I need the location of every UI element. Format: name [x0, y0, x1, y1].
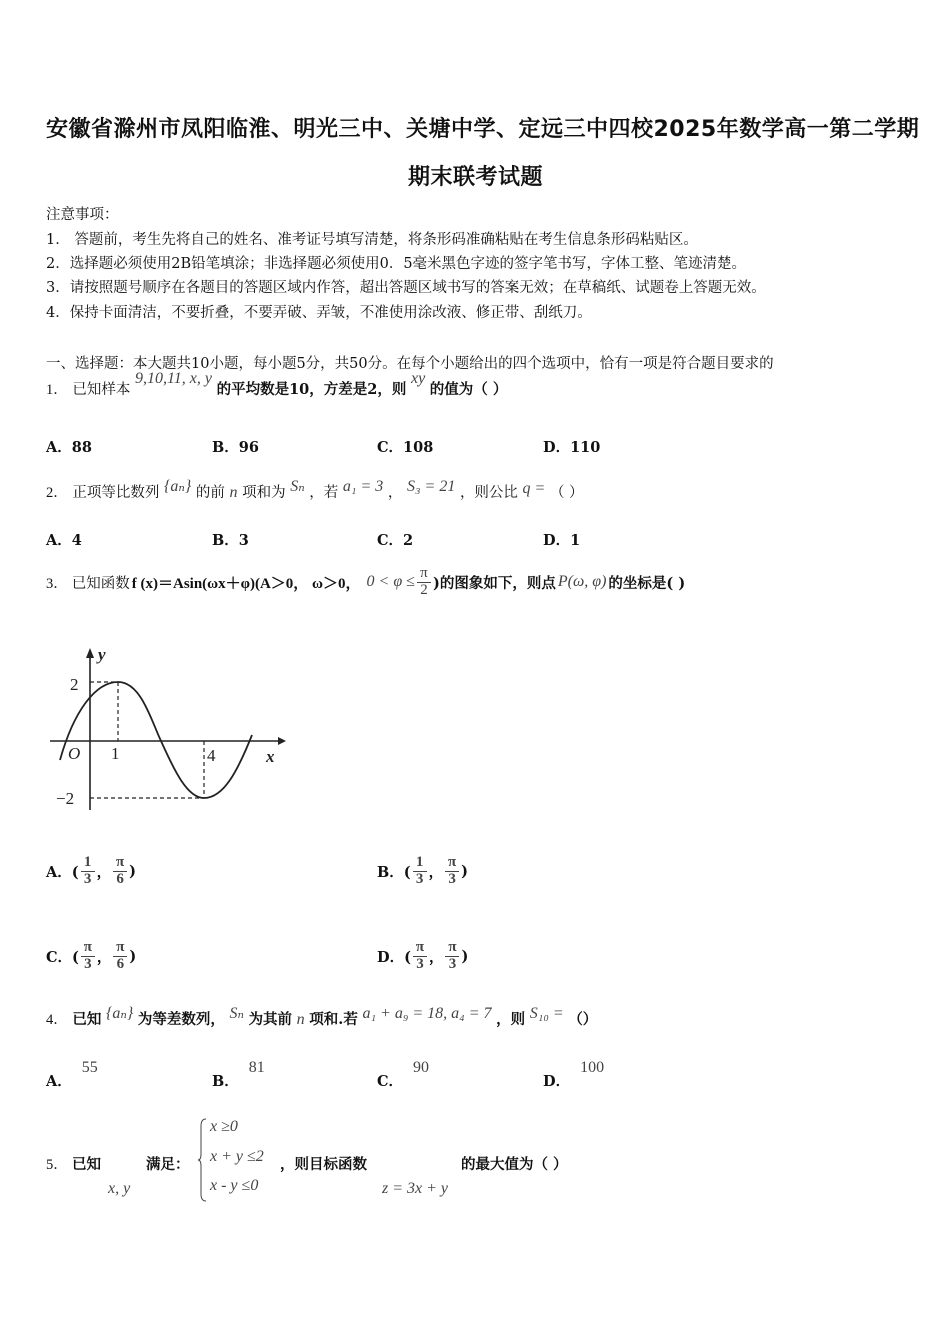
q3-option-b-comma: ，	[428, 863, 444, 881]
q4-option-b-value: 81	[248, 1059, 265, 1076]
question-4	[46, 1005, 598, 1029]
q3-option-a-frac1: $\frac{1}{3}$	[81, 855, 95, 888]
origin-label: O	[68, 744, 81, 763]
q3-option-c-label: C．(	[46, 948, 79, 966]
q3-option-a-end: )	[129, 862, 136, 880]
q3-option-b-frac2: $\frac{\pi}{3}$	[445, 855, 459, 888]
q1-text-1: 已知样本	[72, 382, 131, 398]
q4-sn: Sₙ	[229, 1005, 244, 1022]
q3-option-c-end: )	[129, 947, 137, 965]
q2-option-b[interactable]: B．3	[212, 532, 249, 549]
question-1	[46, 370, 508, 399]
q3-text-3: 的坐标是( )	[608, 574, 686, 592]
x-axis-arrow	[278, 737, 286, 745]
q4-option-b-label: B．	[212, 1073, 239, 1090]
q2-s3: S₃ = 21	[406, 478, 456, 495]
q1-option-b[interactable]: B．96	[212, 439, 259, 456]
q5-constraint-2: x + y ≤2	[210, 1148, 264, 1165]
q4-option-c[interactable]	[377, 1056, 430, 1090]
q3-option-d-label: D．(	[377, 948, 411, 966]
q1-option-c[interactable]: C．108	[377, 439, 434, 456]
q3-text-2: )的图象如下，则点	[432, 574, 556, 592]
q3-pi-over-2	[417, 566, 431, 599]
q3-text-1: 已知函数	[71, 575, 130, 592]
q3-option-a[interactable]	[46, 855, 136, 888]
q2-text-4: ，若	[309, 485, 339, 501]
q2-n: n	[229, 484, 238, 501]
q2-number: 2．	[46, 485, 68, 501]
notice-item-1: 1． 答题前，考生先将自己的姓名、准考证号填写清楚，将条形码准确粘贴在考生信息条形码粘贴区。	[46, 232, 698, 248]
q2-text-3: 项和为	[242, 485, 286, 501]
q2-sequence: {aₙ}	[163, 478, 192, 495]
q4-option-a-value: 55	[81, 1059, 98, 1076]
q5-text-1: 已知	[72, 1156, 101, 1173]
sine-curve	[60, 682, 252, 798]
q3-option-a-label: A．(	[46, 863, 79, 881]
q5-system-brace	[198, 1118, 208, 1202]
q2-option-a[interactable]: A．4	[46, 532, 82, 549]
q3-option-d-comma: ，	[428, 948, 444, 966]
q1-option-d[interactable]: D．110	[543, 439, 601, 456]
q5-text-2: 满足：	[146, 1156, 190, 1173]
q3-option-c-comma: ，	[96, 948, 112, 966]
q3-option-d-frac2: $\frac{\pi}{3}$	[445, 940, 459, 973]
q4-option-d[interactable]	[543, 1056, 605, 1090]
q3-option-b-label: B．(	[377, 863, 411, 881]
q4-option-b[interactable]	[212, 1056, 265, 1090]
page-title-line1: 安徽省滁州市凤阳临淮、明光三中、关塘中学、定远三中四校2025年数学高一第二学期	[46, 117, 920, 142]
q5-number: 5．	[46, 1157, 68, 1173]
q4-text-1: 已知	[72, 1011, 102, 1028]
y-max-label: 2	[70, 675, 79, 694]
q4-option-d-label: D．	[543, 1073, 571, 1090]
q4-option-d-value: 100	[580, 1059, 605, 1076]
q4-n: n	[296, 1011, 305, 1028]
notice-heading: 注意事项：	[46, 207, 119, 223]
q4-number: 4．	[46, 1012, 68, 1028]
q4-option-c-value: 90	[413, 1059, 430, 1076]
q2-sn: Sₙ	[290, 478, 305, 495]
x-label: x	[266, 747, 275, 766]
q3-sine-graph	[46, 640, 296, 820]
q1-xy: xy	[410, 370, 426, 387]
y-axis-arrow	[86, 648, 94, 658]
q3-option-d-end: )	[461, 947, 469, 965]
q3-option-b-frac1: $\frac{1}{3}$	[413, 855, 427, 888]
q2-a1: a₁ = 3	[342, 478, 384, 495]
q5-constraint-3: x - y ≤0	[210, 1177, 259, 1194]
question-3	[46, 566, 685, 599]
notice-item-3: 3．请按照题号顺序在各题目的答题区域内作答，超出答题区域书写的答案无效；在草稿纸、试题卷上答题无效。	[46, 280, 766, 296]
q4-s10: S₁₀ =	[529, 1005, 564, 1022]
q3-option-a-frac2: $\frac{\pi}{6}$	[113, 855, 127, 888]
q2-text-1: 正项等比数列	[72, 485, 160, 501]
section-heading: 一、选择题：本大题共10小题，每小题5分，共50分。在每个小题给出的四个选项中，恰有一项是符合题目要求的	[46, 356, 774, 372]
question-2	[46, 478, 584, 502]
q3-point: P(ω, φ)	[557, 573, 607, 591]
q4-option-a-label: A．	[46, 1073, 72, 1090]
q1-option-a[interactable]: A．88	[46, 439, 92, 456]
notice-item-2: 2．选择题必须使用2B铅笔填涂；非选择题必须使用0．5毫米黑色字迹的签字笔书写，字体工整、笔迹清楚。	[46, 256, 747, 272]
q1-text-2: 的平均数是10，方差是2，则	[216, 381, 407, 398]
q4-option-a[interactable]	[46, 1056, 98, 1090]
q5-text-4: 的最大值为（ ）	[461, 1156, 568, 1173]
q2-option-c[interactable]: C．2	[377, 532, 414, 549]
q2-text-5: ，	[387, 485, 403, 501]
q3-option-b-end: )	[461, 862, 468, 880]
q4-text-2: 为等差数列，	[137, 1011, 225, 1028]
q2-text-2: 的前	[195, 485, 225, 501]
q4-text-6: （）	[568, 1011, 598, 1028]
q3-number: 3．	[46, 575, 68, 592]
q4-sequence: {aₙ}	[105, 1005, 134, 1022]
q1-text-3: 的值为（ ）	[429, 381, 508, 398]
q1-sample: 9,10,11, x, y	[134, 370, 212, 387]
y-min-label: −2	[56, 789, 75, 808]
q3-function: f (x)＝Asin(ωx＋φ)(A＞0， ω＞0，	[131, 575, 361, 592]
q3-option-d-frac1: $\frac{\pi}{3}$	[413, 940, 427, 973]
q3-option-c-frac1: $\frac{\pi}{3}$	[81, 940, 95, 973]
q4-text-4: 项和.若	[309, 1011, 358, 1028]
q2-text-6: ，则公比	[459, 485, 518, 501]
q2-option-d[interactable]: D．1	[543, 532, 581, 549]
page-title-line2: 期末联考试题	[408, 165, 544, 190]
q3-option-d[interactable]	[377, 940, 468, 973]
q3-two: 2	[420, 581, 428, 598]
q5-constraint-1: x ≥0	[210, 1118, 238, 1135]
tick-4-label: 4	[207, 746, 216, 765]
q4-option-c-label: C．	[377, 1073, 404, 1090]
q3-option-a-comma: ，	[96, 863, 112, 881]
notice-item-4: 4．保持卡面清洁，不要折叠，不要弄破、弄皱，不准使用涂改液、修正带、刮纸刀。	[46, 305, 592, 321]
y-label: y	[98, 645, 106, 664]
q3-phi-range: 0 < φ ≤	[366, 573, 415, 591]
q2-text-7: （ ）	[549, 485, 584, 501]
q3-option-c-frac2: $\frac{\pi}{6}$	[113, 940, 127, 973]
q5-target: z = 3x + y	[382, 1180, 449, 1197]
q2-q: q =	[522, 480, 546, 497]
q5-text-3: ，则目标函数	[280, 1156, 367, 1173]
q1-number: 1．	[46, 382, 68, 398]
q3-option-c[interactable]	[46, 940, 136, 973]
q3-pi: π	[420, 565, 428, 581]
q5-vars: x, y	[108, 1180, 131, 1197]
q4-condition: a₁ + a₉ = 18, a₄ = 7	[362, 1005, 492, 1022]
q4-text-3: 为其前	[248, 1011, 293, 1028]
tick-1-label: 1	[111, 744, 120, 763]
q3-option-b[interactable]	[377, 855, 468, 888]
q4-text-5: ，则	[496, 1011, 526, 1028]
